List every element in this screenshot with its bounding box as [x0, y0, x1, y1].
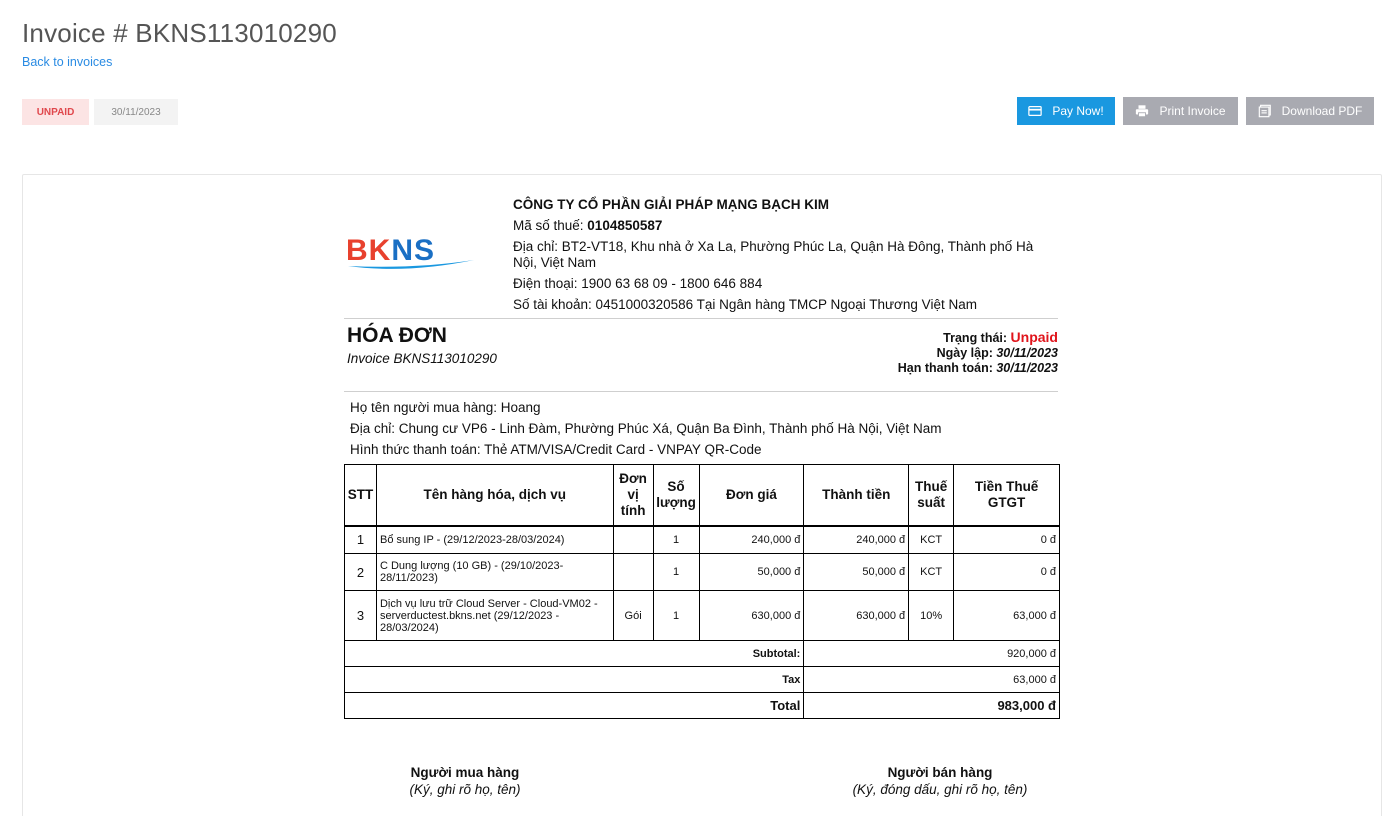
cell-amount: 240,000 đ: [804, 526, 909, 554]
buyer-name: Họ tên người mua hàng: Hoang: [350, 400, 541, 415]
col-header-unit: Đơn vị tính: [613, 465, 653, 526]
col-header-tax-rate: Thuế suất: [909, 465, 954, 526]
cell-qty: 1: [653, 591, 699, 641]
cell-item: C Dung lượng (10 GB) - (29/10/2023-28/11/2023): [376, 554, 613, 591]
cell-item: Bổ sung IP - (29/12/2023-28/03/2024): [376, 526, 613, 554]
cell-tax-amount: 0 đ: [954, 554, 1060, 591]
cell-tax-amount: 0 đ: [954, 526, 1060, 554]
svg-text:BKNS: BKNS: [346, 236, 436, 267]
pdf-file-icon: [1258, 104, 1272, 118]
col-header-stt: STT: [345, 465, 377, 526]
cell-tax-rate: KCT: [909, 526, 954, 554]
seller-signature-title: Người bán hàng: [887, 765, 993, 780]
total-label: Total: [345, 693, 804, 719]
cell-unit: [613, 554, 653, 591]
divider: [344, 391, 1058, 392]
invoice-number: Invoice BKNS113010290: [347, 351, 497, 366]
cell-amount: 50,000 đ: [804, 554, 909, 591]
total-value: 983,000 đ: [804, 693, 1060, 719]
cell-amount: 630,000 đ: [804, 591, 909, 641]
cell-unit: [613, 526, 653, 554]
cell-unit: Gói: [613, 591, 653, 641]
status-badge: UNPAID: [22, 99, 89, 125]
tax-row: [345, 667, 1060, 693]
seller-signature: [820, 764, 1060, 798]
invoice-status-label: Trạng thái:: [943, 331, 1011, 345]
page-title: Invoice # BKNS113010290: [22, 18, 337, 48]
invoice-due-date: [898, 361, 1058, 376]
subtotal-value: 920,000 đ: [804, 641, 1060, 667]
cell-price: 240,000 đ: [699, 526, 804, 554]
company-tax-label: Mã số thuế:: [513, 218, 588, 233]
print-invoice-button[interactable]: [1123, 97, 1238, 125]
invoice-heading: HÓA ĐƠN: [347, 324, 447, 347]
bkns-logo: [346, 236, 476, 276]
col-header-item: Tên hàng hóa, dịch vụ: [376, 465, 613, 526]
company-address: Địa chỉ: BT2-VT18, Khu nhà ở Xa La, Phường Phúc La, Quận Hà Đông, Thành phố Hà Nội, Việt Nam: [513, 239, 1034, 270]
col-header-tax-amount: Tiền Thuế GTGT: [954, 465, 1060, 526]
print-invoice-label: Print Invoice: [1159, 104, 1226, 118]
divider: [344, 318, 1058, 319]
invoice-created-date: [898, 346, 1058, 361]
pay-now-button[interactable]: [1017, 97, 1115, 125]
invoice-created-value: 30/11/2023: [996, 346, 1058, 360]
tax-value: 63,000 đ: [804, 667, 1060, 693]
table-row: [345, 591, 1060, 641]
company-name: CÔNG TY CỔ PHẦN GIẢI PHÁP MẠNG BẠCH KIM: [513, 197, 830, 212]
invoice-status-value: Unpaid: [1010, 329, 1058, 345]
total-row: [345, 693, 1060, 719]
credit-card-icon: [1028, 104, 1042, 118]
cell-tax-amount: 63,000 đ: [954, 591, 1060, 641]
table-row: [345, 526, 1060, 554]
cell-tax-rate: KCT: [909, 554, 954, 591]
printer-icon: [1135, 104, 1149, 118]
pay-now-label: Pay Now!: [1052, 104, 1104, 118]
cell-stt: 2: [345, 554, 377, 591]
company-tax-value: 0104850587: [587, 218, 663, 233]
tax-label: Tax: [345, 667, 804, 693]
download-pdf-label: Download PDF: [1281, 104, 1363, 118]
buyer-payment-method: Hình thức thanh toán: Thẻ ATM/VISA/Credit Card - VNPAY QR-Code: [350, 442, 762, 457]
col-header-amount: Thành tiền: [804, 465, 909, 526]
buyer-info: [350, 397, 942, 460]
invoice-items-table: [344, 464, 1060, 719]
subtotal-row: [345, 641, 1060, 667]
subtotal-label: Subtotal:: [345, 641, 804, 667]
col-header-qty: Số lượng: [653, 465, 699, 526]
cell-qty: 1: [653, 554, 699, 591]
invoice-meta: [898, 330, 1058, 376]
company-bank-account: Số tài khoản: 0451000320586 Tại Ngân hàng TMCP Ngoại Thương Việt Nam: [513, 297, 977, 312]
company-phone: Điện thoại: 1900 63 68 09 - 1800 646 884: [513, 276, 763, 291]
invoice-status: [898, 330, 1058, 346]
company-tax-id: [513, 218, 1058, 234]
company-info: [513, 197, 1058, 318]
invoice-due-value: 30/11/2023: [996, 361, 1058, 375]
date-badge: 30/11/2023: [94, 99, 178, 125]
cell-qty: 1: [653, 526, 699, 554]
buyer-signature-note: (Ký, ghi rõ họ, tên): [409, 782, 521, 797]
invoice-due-label: Hạn thanh toán:: [897, 361, 997, 375]
cell-price: 630,000 đ: [699, 591, 804, 641]
buyer-signature-title: Người mua hàng: [410, 765, 520, 780]
cell-tax-rate: 10%: [909, 591, 954, 641]
table-row: [345, 554, 1060, 591]
table-header-row: [345, 465, 1060, 526]
download-pdf-button[interactable]: [1246, 97, 1374, 125]
buyer-address: Địa chỉ: Chung cư VP6 - Linh Đàm, Phường Phúc Xá, Quận Ba Đình, Thành phố Hà Nội, Việt Nam: [350, 421, 942, 436]
buyer-signature: [380, 764, 550, 798]
invoice-created-label: Ngày lập:: [936, 346, 997, 360]
cell-stt: 1: [345, 526, 377, 554]
back-to-invoices-link[interactable]: Back to invoices: [22, 55, 113, 69]
cell-stt: 3: [345, 591, 377, 641]
col-header-price: Đơn giá: [699, 465, 804, 526]
cell-item: Dịch vụ lưu trữ Cloud Server - Cloud-VM02 - serverductest.bkns.net (29/12/2023 - 28/03/2024): [376, 591, 613, 641]
seller-signature-note: (Ký, đóng dấu, ghi rõ họ, tên): [852, 782, 1028, 797]
cell-price: 50,000 đ: [699, 554, 804, 591]
